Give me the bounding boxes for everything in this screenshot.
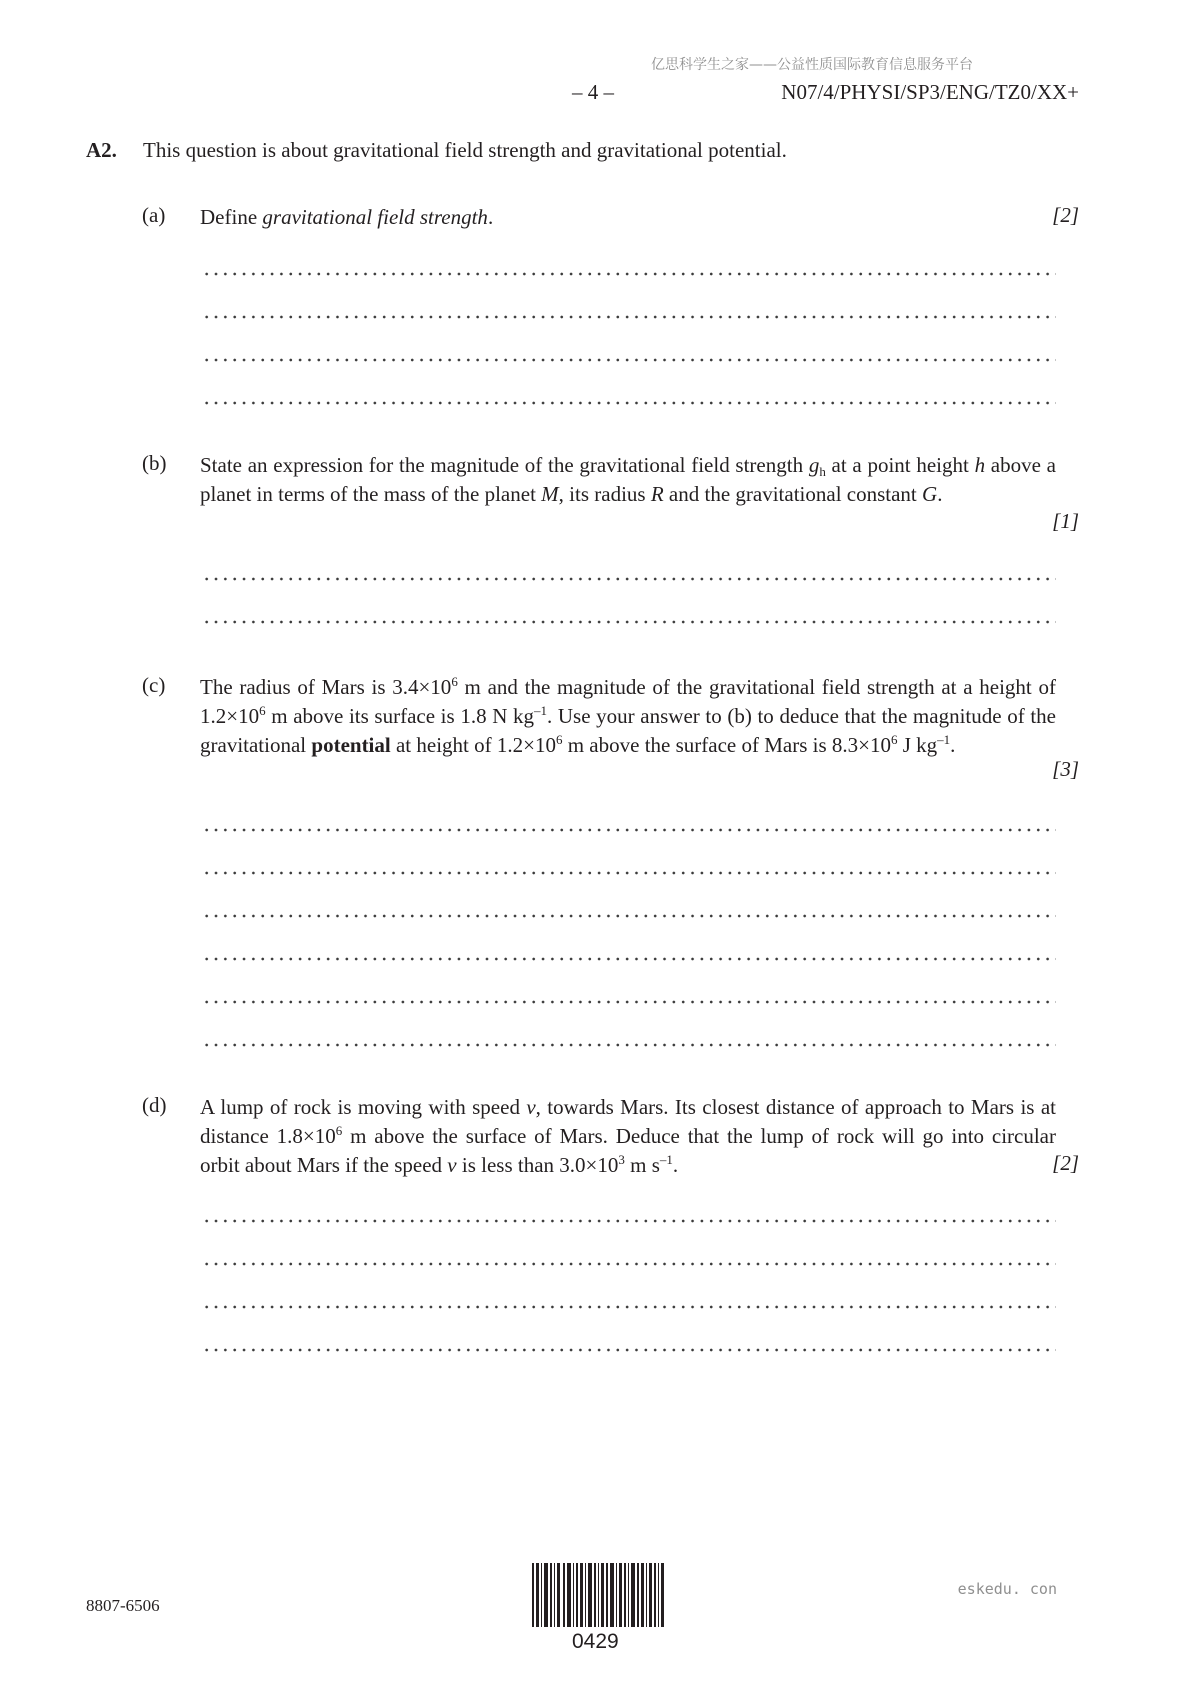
paper-code: N07/4/PHYSI/SP3/ENG/TZ0/XX+ [781, 80, 1079, 104]
answer-line[interactable] [202, 1303, 1056, 1311]
part-d-label: (d) [142, 1093, 167, 1117]
barcode-number: 0429 [572, 1630, 619, 1653]
footer-code: 8807-6506 [86, 1596, 160, 1615]
answer-line[interactable] [202, 575, 1056, 583]
question-header [86, 138, 787, 163]
answer-line[interactable] [202, 869, 1056, 877]
part-a-label: (a) [142, 203, 166, 227]
answer-line[interactable] [202, 618, 1056, 626]
answer-line[interactable] [202, 826, 1056, 834]
page-number: – 4 – [572, 80, 614, 104]
part-b-label: (b) [142, 451, 167, 475]
answer-line[interactable] [202, 998, 1056, 1006]
part-c-label: (c) [142, 673, 166, 697]
part-b-text: State an expression for the magnitude of the gravitational field strength $g_h$ at a point height h above a planet in terms of the mass of the planet M, its radius R and the gravitational constant G. [200, 453, 1056, 506]
answer-line[interactable] [202, 1217, 1056, 1225]
answer-line[interactable] [202, 399, 1056, 407]
question-intro: This question is about gravitational field strength and gravitational potential. [143, 138, 787, 162]
site-watermark: eskedu. con [957, 1580, 1057, 1598]
answer-line[interactable] [202, 313, 1056, 321]
barcode-icon [532, 1563, 666, 1627]
part-c-text: The radius of Mars is $3.4\times 10^6$ m and the magnitude of the gravitational field strength at a height of $1.2\times 10^6$ m above its surface is 1.8 N $kg^{-1}$. Use your answer to (b) to deduce that the magnitude of the gravitational potential at height of $1.2\times 10^6$ m above the surface of Mars is $8.3\times 10^6$ J $kg^{-1}$. [200, 674, 1056, 757]
part-b-marks: [1] [1052, 509, 1079, 533]
part-c-marks: [3] [1052, 757, 1079, 781]
answer-line[interactable] [202, 1260, 1056, 1268]
answer-line[interactable] [202, 1041, 1056, 1049]
watermark-text: 亿思科学生之家——公益性质国际教育信息服务平台 [651, 57, 973, 73]
part-d-marks: [2] [1052, 1151, 1079, 1175]
question-number: A2. [86, 138, 117, 162]
part-d-text: A lump of rock is moving with speed v, towards Mars. Its closest distance of approach to Mars is at distance $1.8\times 10^6$ m above the surface of Mars. Deduce that the lump of rock will go into circular orbit about Mars if the speed v is less than $3.0\times 10^3$ m $s^{-1}$. [200, 1095, 1056, 1177]
answer-line[interactable] [202, 1346, 1056, 1354]
part-a-marks: [2] [1052, 203, 1079, 227]
answer-line[interactable] [202, 356, 1056, 364]
answer-line[interactable] [202, 955, 1056, 963]
answer-line[interactable] [202, 912, 1056, 920]
part-a-text: Define gravitational field strength. [200, 205, 494, 229]
answer-line[interactable] [202, 270, 1056, 278]
